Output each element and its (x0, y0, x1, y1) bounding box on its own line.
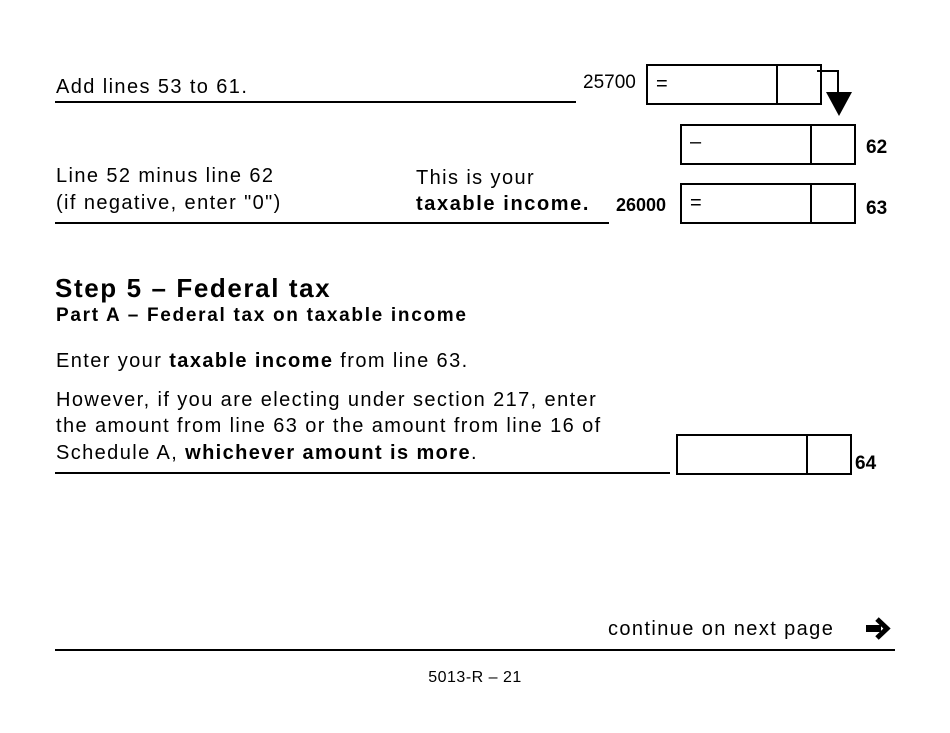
line-61-label: Add lines 53 to 61. (56, 76, 249, 98)
minus-sign: – (690, 131, 702, 153)
cents-divider (810, 185, 812, 222)
line-63-label-1: Line 52 minus line 62 (56, 165, 275, 187)
part-a-heading: Part A – Federal tax on taxable income (56, 305, 468, 326)
line-64-rule (55, 472, 670, 474)
arrow-right-icon (865, 616, 893, 642)
equals-sign: = (656, 73, 668, 95)
step-5-heading: Step 5 – Federal tax (55, 273, 332, 303)
line-62-number: 62 (866, 137, 888, 158)
page-number: 5013-R – 21 (428, 669, 522, 686)
line-63-number: 63 (866, 198, 888, 219)
line-61-rule (55, 101, 576, 103)
equals-sign: = (690, 192, 702, 214)
cents-divider (810, 126, 812, 163)
line-64-number: 64 (855, 453, 877, 474)
line-61-amount-field[interactable] (646, 64, 822, 105)
line-61-code: 25700 (583, 72, 636, 93)
line-62-amount-field[interactable] (680, 124, 856, 165)
cents-divider (776, 66, 778, 103)
line-64-amount-field[interactable] (676, 434, 852, 475)
line-63-note-2: taxable income. (416, 193, 591, 215)
cents-divider (806, 436, 808, 473)
line-63-note-1: This is your (416, 167, 536, 189)
section-217-text-2: the amount from line 63 or the amount from line 16 of (56, 415, 602, 437)
line-63-code: 26000 (616, 195, 667, 215)
line-63-rule (55, 222, 609, 224)
section-217-text-1: However, if you are electing under section 217, enter (56, 389, 598, 411)
footer-rule (55, 649, 895, 651)
line-63-amount-field[interactable] (680, 183, 856, 224)
section-217-text-3: Schedule A, whichever amount is more. (56, 442, 478, 464)
enter-taxable-income-text: Enter your taxable income from line 63. (56, 350, 469, 372)
continue-next-page: continue on next page (608, 618, 835, 640)
arrow-down-icon (815, 68, 860, 120)
line-63-label-2: (if negative, enter "0") (56, 192, 282, 214)
